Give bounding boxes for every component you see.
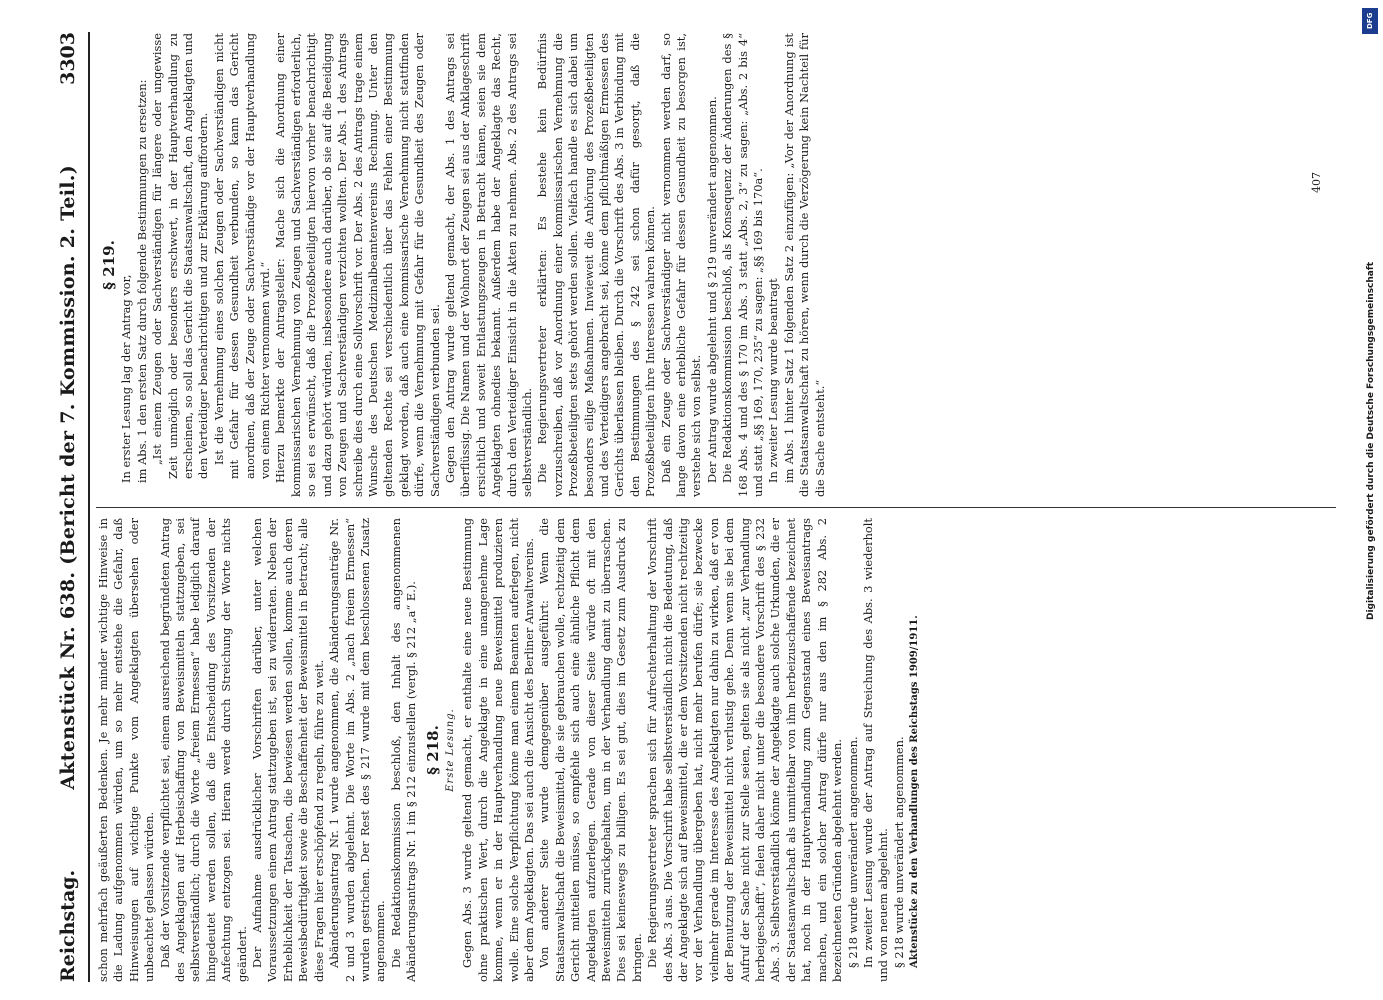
paragraph: § 218 wurde unverändert angenommen. [845, 736, 860, 968]
paragraph: Gegen Abs. 3 wurde geltend gemacht, er enthalte eine neue Bestimmung ohne praktischen Wert, durch die Angeklagte in eine unangenehme Lage komme, wenn er in der Hauptverhandlung neue Beweismittel produzieren wolle. Eine solche Verpflichtung könne man einem Beamten auferlegen, nicht aber dem Angeklagten. Das sei auch die Ansicht des Berliner Anwaltvereins. [460, 518, 536, 982]
paragraph: Die Regierungsvertreter sprachen sich für Aufrechterhaltung der Vorschrift des Abs. 3 aus. Die Vorschrift habe selbstverständlich nicht die Bedeutung, daß der Angeklagte sich auf Beweismittel, die er dem Vorsitzenden nicht rechtzeitig vor der Verhandlung übergeben hat, nicht mehr berufen dürfe; sie bezwecke vielmehr gerade im Interesse des Angeklagten nur dahin zu wirken, daß er von der Benutzung der Beweismittel nicht verlustig gehe. Denn wenn sie bei dem Aufruf der Sache nicht zur Stelle seien, gelten sie als nicht „zur Verhandlung herbeigeschafft“, fielen daher nicht unter die besondere Vorschrift des § 232 Abs. 3. Selbstverständlich könne der Angeklagte auch solche Urkunden, die er der Staatsanwaltschaft als unmittelbar von ihm herbeizuschaffende bezeichnet hat, noch in der Hauptverhandlung zum Gegenstand eines Beweisantrags machen, und ein solcher Antrag dürfe nur aus den im § 282 Abs. 2 bezeichneten Gründen abgelehnt werden. [645, 518, 845, 982]
paragraph: In zweiter Lesung wurde beantragt [766, 278, 781, 483]
paragraph: im Abs. 1 hinter Satz 1 folgenden Satz 2 einzufügen: „Vor der Anordnung ist die Staatsanwaltschaft zu hören, wenn durch die Verzögerung kein Nachteil für die Sache entsteht.“ [781, 33, 827, 497]
section-heading-219: § 219. [100, 240, 118, 290]
header-left: Reichstag. [57, 869, 79, 982]
paragraph: Daß ein Zeuge oder Sachverständiger nicht vernommen werden darf, so lange davon eine erhebliche Gefahr für dessen Gesundheit zu besorgen ist, verstehe sich von selbst. [658, 33, 704, 497]
paragraph: In erster Lesung lag der Antrag vor, [119, 274, 134, 483]
quoted-text: Ist die Vernehmung eines solchen Zeugen oder Sachverständigen nicht mit Gefahr für dessen Gesundheit verbunden, so kann das Gericht anordnen, daß der Zeuge oder Sachverständige vor der Hauptverhandlung von einem Richter vernommen wird.“ [211, 33, 273, 479]
paragraph: Die Redaktionskommission beschloß, den Inhalt des angenommenen Abänderungsantrags Nr. 1 im § 212 einzustellen (vergl. § 212 „a“ E.). [388, 518, 419, 982]
paragraph: Die Redaktionskommission beschloß, als Konsequenz der Änderungen des § 168 Abs. 4 und des § 170 im Abs. 3 statt „Abs. 2, 3“ zu sagen: „Abs. 2 bis 4“ und statt „§§ 169, 170, 235“ zu sagen: „§§ 169 bis 170a“. [720, 33, 766, 497]
header-page-number: 3303 [57, 32, 79, 85]
signature-page-number: 407 [1310, 172, 1323, 193]
page-footer: Aktenstücke zu den Verhandlungen des Reichstags 1909/1911. [909, 615, 921, 968]
digitization-note-text: Digitalisierung gefördert durch die Deutsche Forschungsgemeinschaft [1366, 261, 1376, 620]
paragraph: Daß der Vorsitzende verpflichtet sei, einem ausreichend begründeten Antrag des Angeklagten auf Herbeischaffung von Beweismitteln stattzugeben, sei selbstverständlich; durch die Worte „freiem Ermessen“ habe lediglich darauf hingedeutet werden sollen, daß die Entscheidung des Vorsitzenden der Anfechtung entzogen sei. Hieran werde durch Streichung der Worte nichts geändert. [157, 518, 249, 982]
paragraph: Abänderungsantrag Nr. 1 wurde angenommen, die Abänderungsanträge Nr. 2 und 3 wurden abgelehnt. Die Worte im Abs. 2 „nach freiem Ermessen“ wurden gestrichen. Der Rest des § 217 wurde mit dem beschlossenen Zusatz angenommen. [327, 518, 388, 982]
section-heading-218: § 218. [423, 725, 442, 775]
digitization-note [1362, 10, 1382, 990]
header-title: Aktenstück Nr. 638. (Bericht der 7. Kommission. 2. Teil.) [57, 165, 79, 790]
paragraph: Der Aufnahme ausdrücklicher Vorschriften darüber, unter welchen Voraussetzungen einem Antrag stattzugeben ist, sei zu widerraten. Neben der Erheblichkeit der Tatsachen, die bewiesen werden sollen, komme auch deren Beweisbedürftigkeit sowie die Beschaffenheit der Beweismittel in Betracht; alle diese Fragen hier erschöpfend zu regeln, führe zu weit. [250, 518, 326, 982]
left-column [96, 507, 1336, 982]
paragraph: im Abs. 1 den ersten Satz durch folgende Bestimmungen zu ersetzen: [134, 79, 149, 483]
paragraph: Die Regierungsvertreter erklärten: Es bestehe kein Bedürfnis vorzuschreiben, daß vor Anordnung einer kommissarischen Vernehmung die Prozeßbeteiligten stets gehört werden sollen. Vielfach handle es sich dabei um besonders eilige Maßnahmen. Inwieweit die Anhörung des Prozeßbeteiligten und des Verteidigers angebracht sei, könne dem pflichtmäßigen Ermessen des Gerichts überlassen bleiben. Durch die Vorschrift des Abs. 3 in Verbindung mit den Bestimmungen des § 242 sei schon dafür gesorgt, daß die Prozeßbeteiligten ihre Interessen wahren können. [535, 33, 658, 497]
right-column [96, 33, 1336, 507]
paragraph: Von anderer Seite wurde demgegenüber ausgeführt: Wenn die Staatsanwaltschaft die Beweismittel, die sie gebrauchen wolle, rechtzeitig dem Gericht mitteilen müsse, so empfehle sich auch eine ähnliche Pflicht dem Angeklagten aufzuerlegen. Gerade von dieser Seite würde oft mit den Beweismitteln zurückgehalten, um in der Verhandlung damit zu überraschen. Dies sei keineswegs zu billigen. Es sei gut, dies im Gesetz zum Ausdruck zu bringen. [537, 518, 644, 982]
section-subheading: Erste Lesung. [444, 708, 456, 792]
quoted-text: „Ist einem Zeugen oder Sachverständigen für längere oder ungewisse Zeit unmöglich oder besonders erschwert, in der Hauptverhandlung zu erscheinen, so soll das Gericht die Staatsanwaltschaft, den Angeklagten und den Verteidiger benachrichtigen und zur Erklärung auffordern. [150, 33, 211, 479]
text-columns [96, 32, 1336, 982]
paragraph: Hierzu bemerkte der Antragsteller: Mache sich die Anordnung einer kommissarischen Vernehmung von Zeugen und Sachverständigen erforderlich, so sei es erwünscht, daß die Prozeßbeteiligten hiervon vorher benachrichtigt und dazu gehört würden, insbesondere auch darüber, ob sie auf die Beeidigung von Zeugen und Sachverständigen verzichten wollten. Der Abs. 1 des Antrags schreibe dies durch eine Sollvorschrift vor. Der Abs. 2 des Antrags trage einem Wunsche des Deutschen Medizinalbeamtenvereins Rechnung. Unter den geltenden Rechte sei verschiedentlich über das Fehlen einer Bestimmung geklagt worden, daß auch eine kommissarische Vernehmung nicht stattfinden dürfe, wenn die Vernehmung mit Gefahr für die Gesundheit des Zeugen oder Sachverständigen verbunden sei. [273, 33, 442, 497]
paragraph: Gegen den Antrag wurde geltend gemacht, der Abs. 1 des Antrags sei überflüssig. Die Namen und der Wohnort der Zeugen sei aus der Anklageschrift ersichtlich und soweit Entlastungszeugen in Betracht kämen, seien sie dem Angeklagten ohnedies bekannt. Außerdem habe der Angeklagte das Recht, durch den Verteidiger Einsicht in die Akten zu nehmen. Abs. 2 des Antrags sei selbstverständlich. [442, 33, 534, 497]
page-header [48, 32, 90, 982]
dfg-logo-icon: DFG [1362, 8, 1378, 34]
paragraph: § 218 wurde unverändert angenommen. [891, 736, 906, 968]
page-body [48, 32, 1348, 982]
paragraph: Der Antrag wurde abgelehnt und § 219 unverändert angenommen. [704, 96, 719, 483]
paragraph: schon mehrfach geäußerten Bedenken. Je mehr minder wichtige Hinweise in die Ladung aufgenommen würden, um so mehr entstehe die Gefahr, daß Hinweisungen auf wichtige Punkte vom Angeklagten übersehen oder unbeachtet gelassen würden. [96, 518, 157, 982]
paragraph: In zweiter Lesung wurde der Antrag auf Streichung des Abs. 3 wiederholt und von neuem abgelehnt. [860, 518, 891, 982]
